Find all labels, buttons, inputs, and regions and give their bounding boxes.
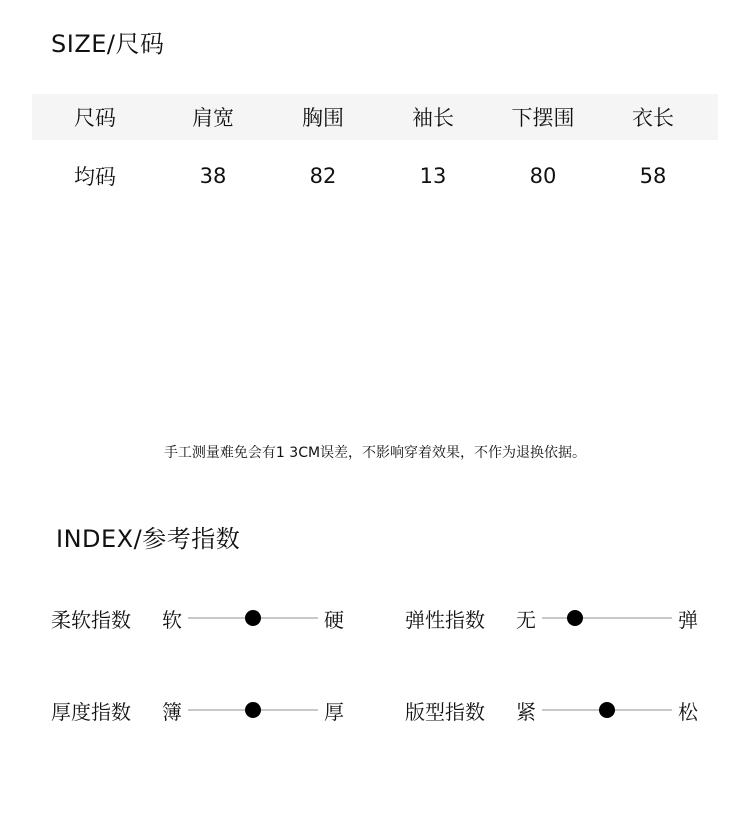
index-knob <box>245 702 261 718</box>
softness-index <box>51 603 344 633</box>
index-knob <box>599 702 615 718</box>
index-left-label: 软 <box>162 607 182 632</box>
header-size: 尺码 <box>74 106 116 130</box>
index-track <box>542 709 672 711</box>
index-left-label: 无 <box>516 607 536 632</box>
index-left-label: 紧 <box>516 699 536 724</box>
size-table <box>32 94 718 196</box>
index-right-label: 松 <box>678 699 698 724</box>
cell-bust: 82 <box>309 164 337 188</box>
cell-hem: 80 <box>529 164 557 188</box>
size-section-title: SIZE/尺码 <box>51 30 165 58</box>
index-right-label: 硬 <box>324 607 344 632</box>
header-length: 衣长 <box>632 106 674 130</box>
index-track <box>542 617 672 619</box>
index-label: 柔软指数 <box>51 607 131 632</box>
index-label: 厚度指数 <box>51 699 131 724</box>
thickness-index <box>51 695 344 725</box>
index-section-title: INDEX/参考指数 <box>56 525 241 553</box>
cell-length: 58 <box>639 164 667 188</box>
index-left-label: 簿 <box>162 699 182 724</box>
cell-shoulder: 38 <box>199 164 227 188</box>
header-bust: 胸围 <box>302 106 344 130</box>
header-hem: 下摆围 <box>511 106 575 130</box>
index-label: 版型指数 <box>405 699 485 724</box>
index-right-label: 厚 <box>324 699 344 724</box>
cell-sleeve: 13 <box>419 164 447 188</box>
index-track <box>188 709 318 711</box>
index-knob <box>567 610 583 626</box>
table-row <box>32 156 718 196</box>
index-right-label: 弹 <box>678 607 698 632</box>
header-shoulder: 肩宽 <box>192 106 234 130</box>
size-table-header <box>32 94 718 140</box>
elasticity-index <box>405 603 698 633</box>
header-sleeve: 袖长 <box>412 106 454 130</box>
measurement-note: 手工测量难免会有1 3CM误差，不影响穿着效果，不作为退换依据。 <box>163 445 587 461</box>
index-track <box>188 617 318 619</box>
index-knob <box>245 610 261 626</box>
fit-index <box>405 695 698 725</box>
index-label: 弹性指数 <box>405 607 485 632</box>
cell-size: 均码 <box>74 165 116 189</box>
